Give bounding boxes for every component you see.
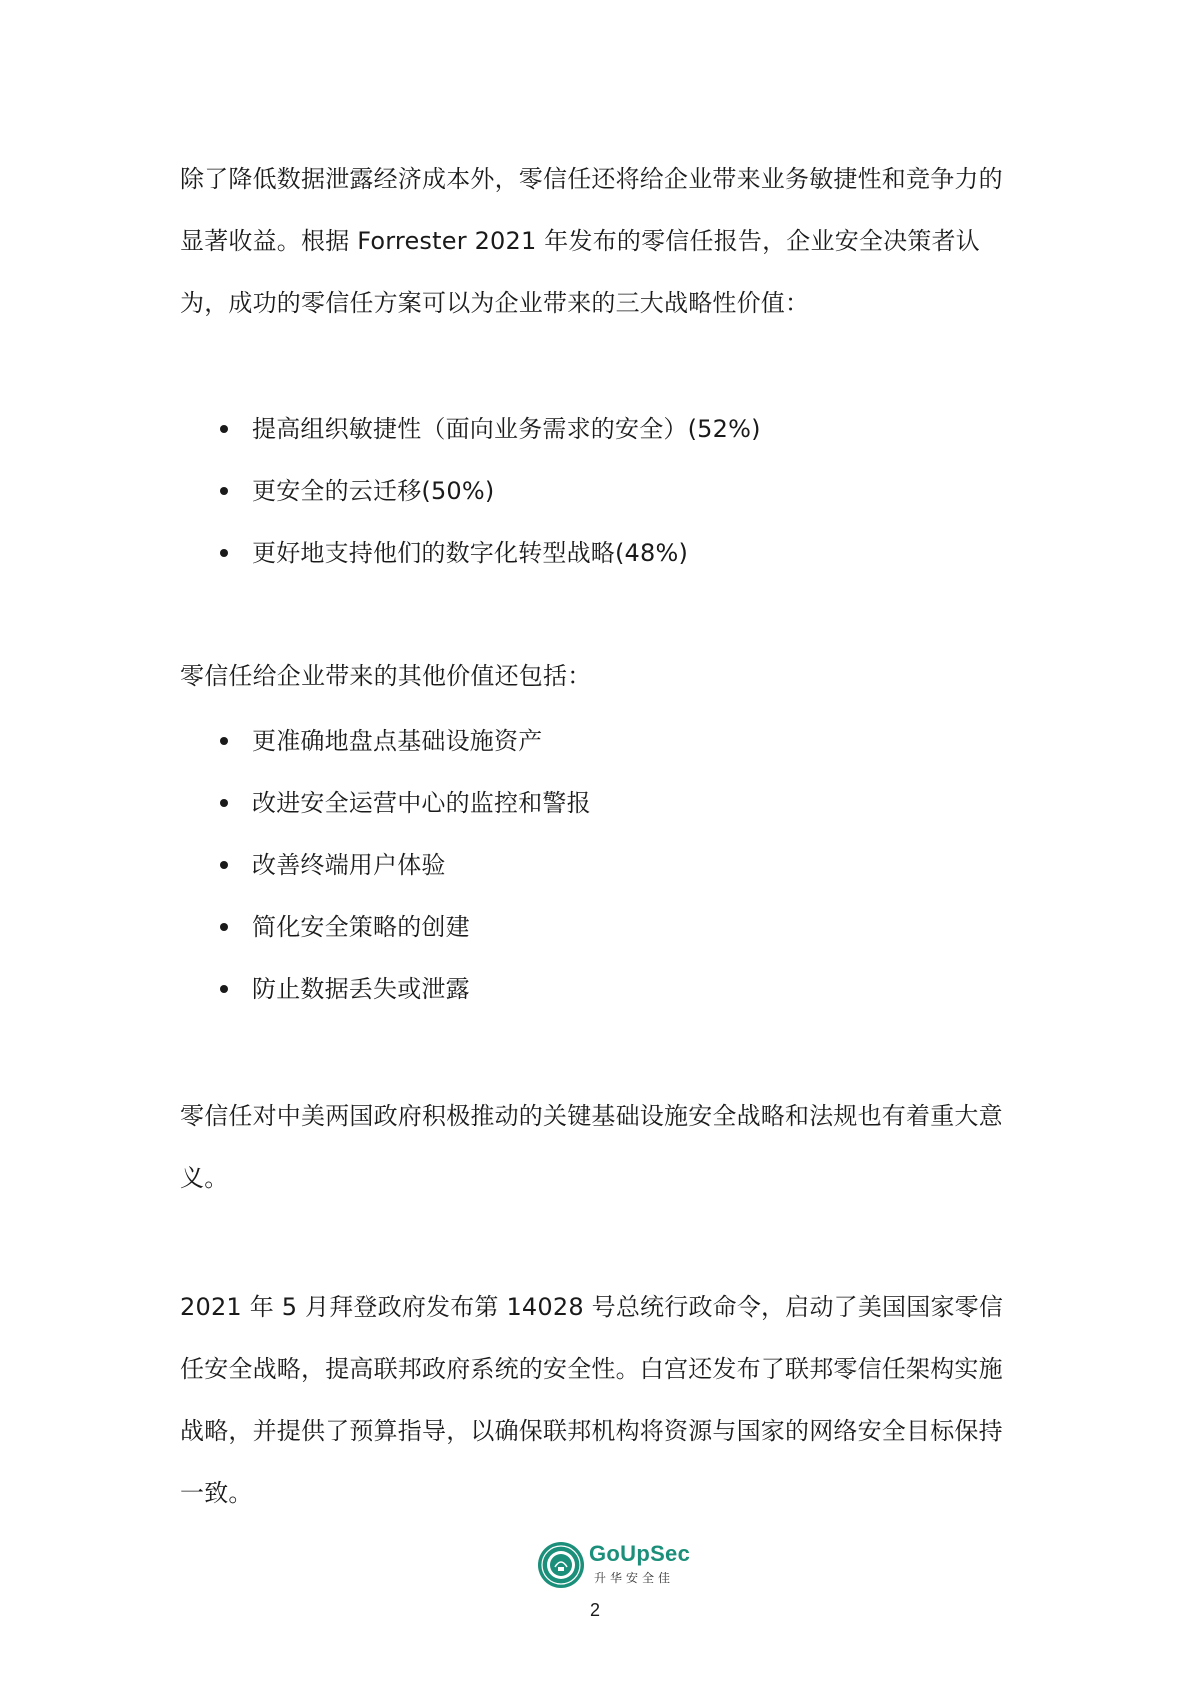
bullet-icon	[220, 923, 228, 931]
list-item	[180, 710, 1020, 772]
footer-logo	[537, 1539, 691, 1599]
list-item	[180, 772, 1020, 834]
paragraph-zero-trust-benefits: 除了降低数据泄露经济成本外，零信任还将给企业带来业务敏捷性和竞争力的显著收益。根据 Forrester 2021 年发布的零信任报告，企业安全决策者认为，成功的零信任方案可以为企业带来的三大战略性价值：	[180, 165, 1003, 317]
other-values-list	[180, 710, 1020, 1020]
paragraph-executive-order: 2021 年 5 月拜登政府发布第 14028 号总统行政命令，启动了美国国家零信任安全战略，提高联邦政府系统的安全性。白宫还发布了联邦零信任架构实施战略，并提供了预算指导，以确保联邦机构将资源与国家的网络安全目标保持一致。	[180, 1293, 1004, 1507]
list-item-text: 更准确地盘点基础设施资产	[252, 727, 543, 755]
list-item-text: 更好地支持他们的数字化转型战略(48%)	[252, 539, 689, 567]
list-item	[180, 460, 1020, 522]
bullet-icon	[220, 487, 228, 495]
paragraph-government-significance: 零信任对中美两国政府积极推动的关键基础设施安全战略和法规也有着重大意义。	[180, 1102, 1003, 1192]
paragraph-other-values: 零信任给企业带来的其他价值还包括：	[180, 662, 592, 690]
bullet-icon	[220, 737, 228, 745]
logo-subtitle: 升华安全佳	[594, 1571, 675, 1585]
list-item-text: 改进安全运营中心的监控和警报	[252, 789, 591, 817]
bullet-icon	[220, 549, 228, 557]
list-item	[180, 834, 1020, 896]
list-item	[180, 522, 1020, 584]
list-item-text: 简化安全策略的创建	[252, 913, 470, 941]
bullet-icon	[220, 425, 228, 433]
seal-icon	[537, 1541, 585, 1589]
list-item	[180, 958, 1020, 1020]
list-item-text: 防止数据丢失或泄露	[252, 975, 470, 1003]
bullet-icon	[220, 861, 228, 869]
list-item-text: 提高组织敏捷性（面向业务需求的安全）(52%)	[252, 415, 761, 443]
list-item-text: 改善终端用户体验	[252, 851, 446, 879]
list-item-text: 更安全的云迁移(50%)	[252, 477, 495, 505]
page-number: 2	[589, 1600, 600, 1620]
list-item	[180, 896, 1020, 958]
list-item	[180, 398, 1020, 460]
bullet-icon	[220, 799, 228, 807]
strategic-values-list	[180, 398, 1020, 584]
logo-text: GoUpSec	[589, 1541, 691, 1566]
bullet-icon	[220, 985, 228, 993]
